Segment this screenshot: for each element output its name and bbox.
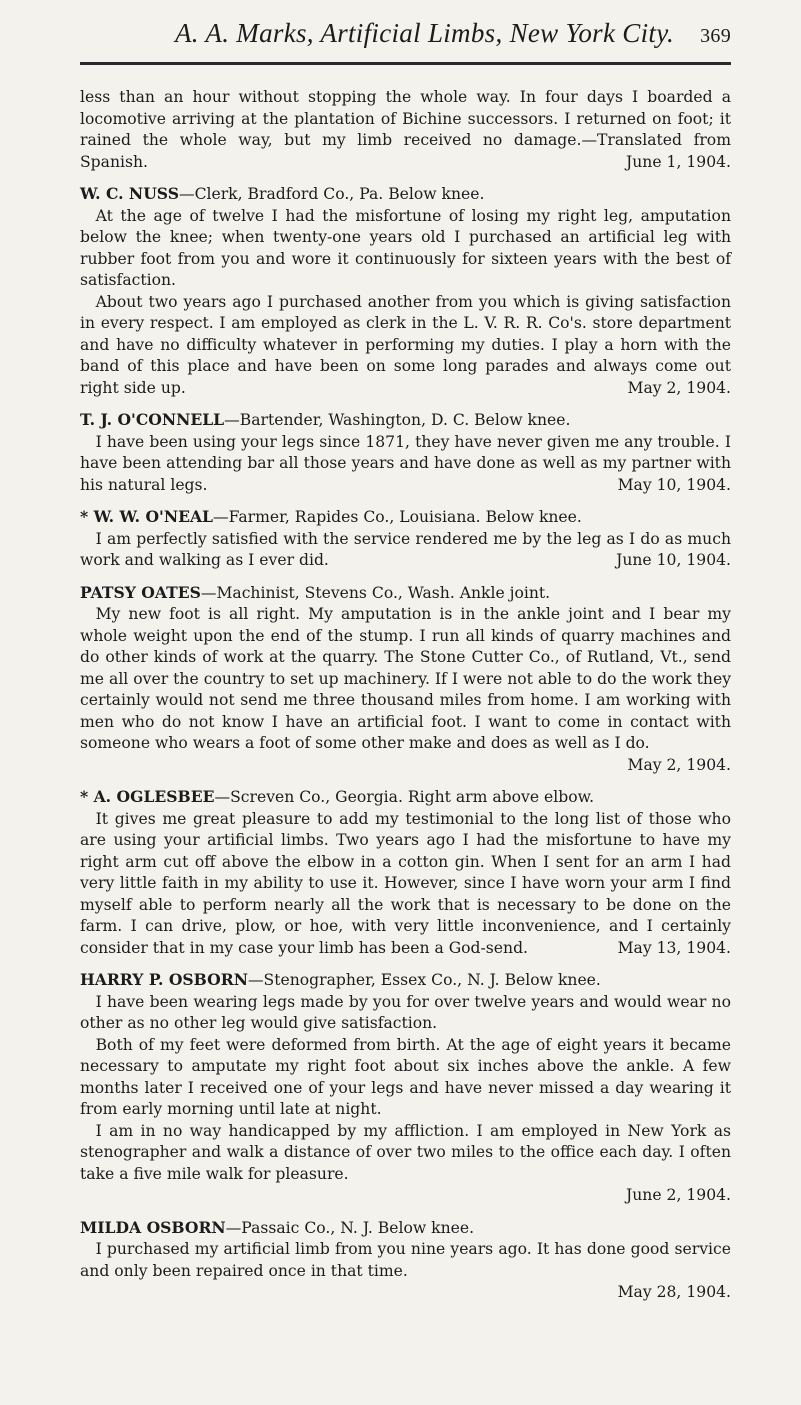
entry-description: —Passaic Co., N. J. Below knee. [225, 1218, 475, 1237]
entry-paragraph: Both of my feet were deformed from birth. At the age of eight years it became necessary to amputate my right foot about six inches above the ankle. A few months later I received one of your legs and have never missed a day wearing it from early morning until late at night. [80, 1035, 731, 1118]
entry-heading [80, 409, 731, 432]
entry-description: —Stenographer, Essex Co., N. J. Below knee. [247, 971, 601, 989]
entry-date: June 1, 1904. [626, 152, 731, 171]
entry-date: June 10, 1904. [616, 551, 731, 569]
entry-heading [80, 183, 731, 206]
testimonial-entry [80, 969, 731, 1207]
entry-body [80, 432, 731, 497]
entry-body [80, 809, 731, 960]
entry-description: —Farmer, Rapides Co., Louisiana. Below knee. [213, 508, 582, 526]
entry-name: * A. OGLESBEE [80, 787, 215, 806]
entry-paragraph: I am perfectly satisfied with the service rendered me by the leg as I do as much work and walking as I ever did. June 10, 1904. [80, 529, 731, 572]
entry-name: MILDA OSBORN [80, 1217, 226, 1237]
testimonial-entry [80, 786, 731, 959]
entry-paragraph: I have been using your legs since 1871, they have never given me any trouble. I have been attending bar all those years and have done as well as my partner with his natural legs. May 10, 1904. [80, 432, 731, 497]
entry-date: May 2, 1904. [627, 755, 731, 774]
header-rule [80, 62, 731, 65]
opening-text: less than an hour without stopping the whole way. In four days I boarded a locomotive arriving at the plantation of Bichine successors. I returned on foot; it rained the whole way, but my limb received no damage.—Translated from Spanish. [80, 88, 731, 171]
entry-paragraph: I purchased my artificial limb from you nine years ago. It has done good service and only been repaired once in that time. [80, 1240, 731, 1280]
entry-date: May 10, 1904. [617, 475, 731, 494]
entry-paragraph: About two years ago I purchased another from you which is giving satisfaction in every respect. I am employed as clerk in the L. V. R. R. Co's. store department and have no difficulty whatever in performing my duties. I play a horn with the band of this place and have been on some long parades and always come out right side up. May 2, 1904. [80, 292, 731, 400]
entry-heading [80, 1217, 731, 1240]
entry-paragraph: I have been wearing legs made by you for over twelve years and would wear no other as no other leg would give satisfaction. [80, 992, 731, 1032]
entry-name: PATSY OATES [80, 582, 201, 602]
entry-name: * W. W. O'NEAL [80, 507, 214, 526]
entry-date: May 2, 1904. [627, 378, 731, 397]
entry-description: —Clerk, Bradford Co., Pa. Below knee. [178, 185, 485, 203]
entry-heading [80, 582, 731, 605]
entry-description: —Screven Co., Georgia. Right arm above elbow. [214, 788, 595, 806]
entry-date: June 2, 1904. [626, 1186, 731, 1204]
testimonial-entry [80, 506, 731, 572]
entry-paragraph: I am in no way handicapped by my affliction. I am employed in New York as stenographer and walk a distance of over two miles to the office each day. I often take a five mile walk for pleasure. [80, 1121, 731, 1183]
running-head [80, 18, 731, 62]
entry-date: May 28, 1904. [617, 1283, 731, 1301]
entry-name: HARRY P. OSBORN [80, 970, 248, 989]
entry-paragraph: It gives me great pleasure to add my testimonial to the long list of those who are using your artificial limbs. Two years ago I had the misfortune to have my right arm cut off above the elbow in a cotton gin. When I sent for an arm I had very little faith in my ability to use it. However, since I have worn your arm I find myself able to perform nearly all the work that is necessary to be done on the farm. I can drive, plow, or hoe, with very little inconvenience, and I certainly consider that in my case your limb has been a God-send. May 13, 1904. [80, 809, 731, 960]
running-title: A. A. Marks, Artificial Limbs, New York City. [175, 18, 675, 48]
entry-body [80, 206, 731, 400]
entry-heading [80, 786, 731, 809]
entry-heading [80, 506, 731, 529]
testimonial-entry [80, 409, 731, 496]
entry-name: W. C. NUSS [80, 184, 179, 203]
testimonial-entry [80, 183, 731, 399]
entry-name: T. J. O'CONNELL [80, 410, 225, 429]
testimonial-entry [80, 582, 731, 777]
page-body [80, 87, 731, 1304]
testimonial-entry [80, 1217, 731, 1304]
entry-date: May 13, 1904. [617, 938, 731, 957]
entry-paragraph: My new foot is all right. My amputation is in the ankle joint and I bear my whole weight upon the end of the stump. I run all kinds of quarry machines and do other kinds of work at the quarry. The Stone Cutter Co., of Rutland, Vt., send me all over the country to set up machinery. If I were not able to do the work they certainly would not send me three thousand miles from home. I am working with men who do not know I have an artificial foot. I want to come in contact with someone who wears a foot of some other make and does as well as I do. May 2, 1904. [80, 604, 731, 755]
entry-description: —Bartender, Washington, D. C. Below knee. [224, 411, 571, 429]
page-number: 369 [700, 25, 731, 47]
entry-paragraph: At the age of twelve I had the misfortune of losing my right leg, amputation below the knee; when twenty-one years old I purchased an artificial leg with rubber foot from you and wore it continuously for sixteen years with the best of satisfaction. [80, 206, 731, 289]
entry-body [80, 529, 731, 572]
entry-body [80, 1239, 731, 1304]
entry-body [80, 604, 731, 776]
entry-heading [80, 969, 731, 992]
entry-description: —Machinist, Stevens Co., Wash. Ankle joint. [200, 583, 551, 602]
entry-body [80, 992, 731, 1207]
opening-paragraph [80, 87, 731, 173]
